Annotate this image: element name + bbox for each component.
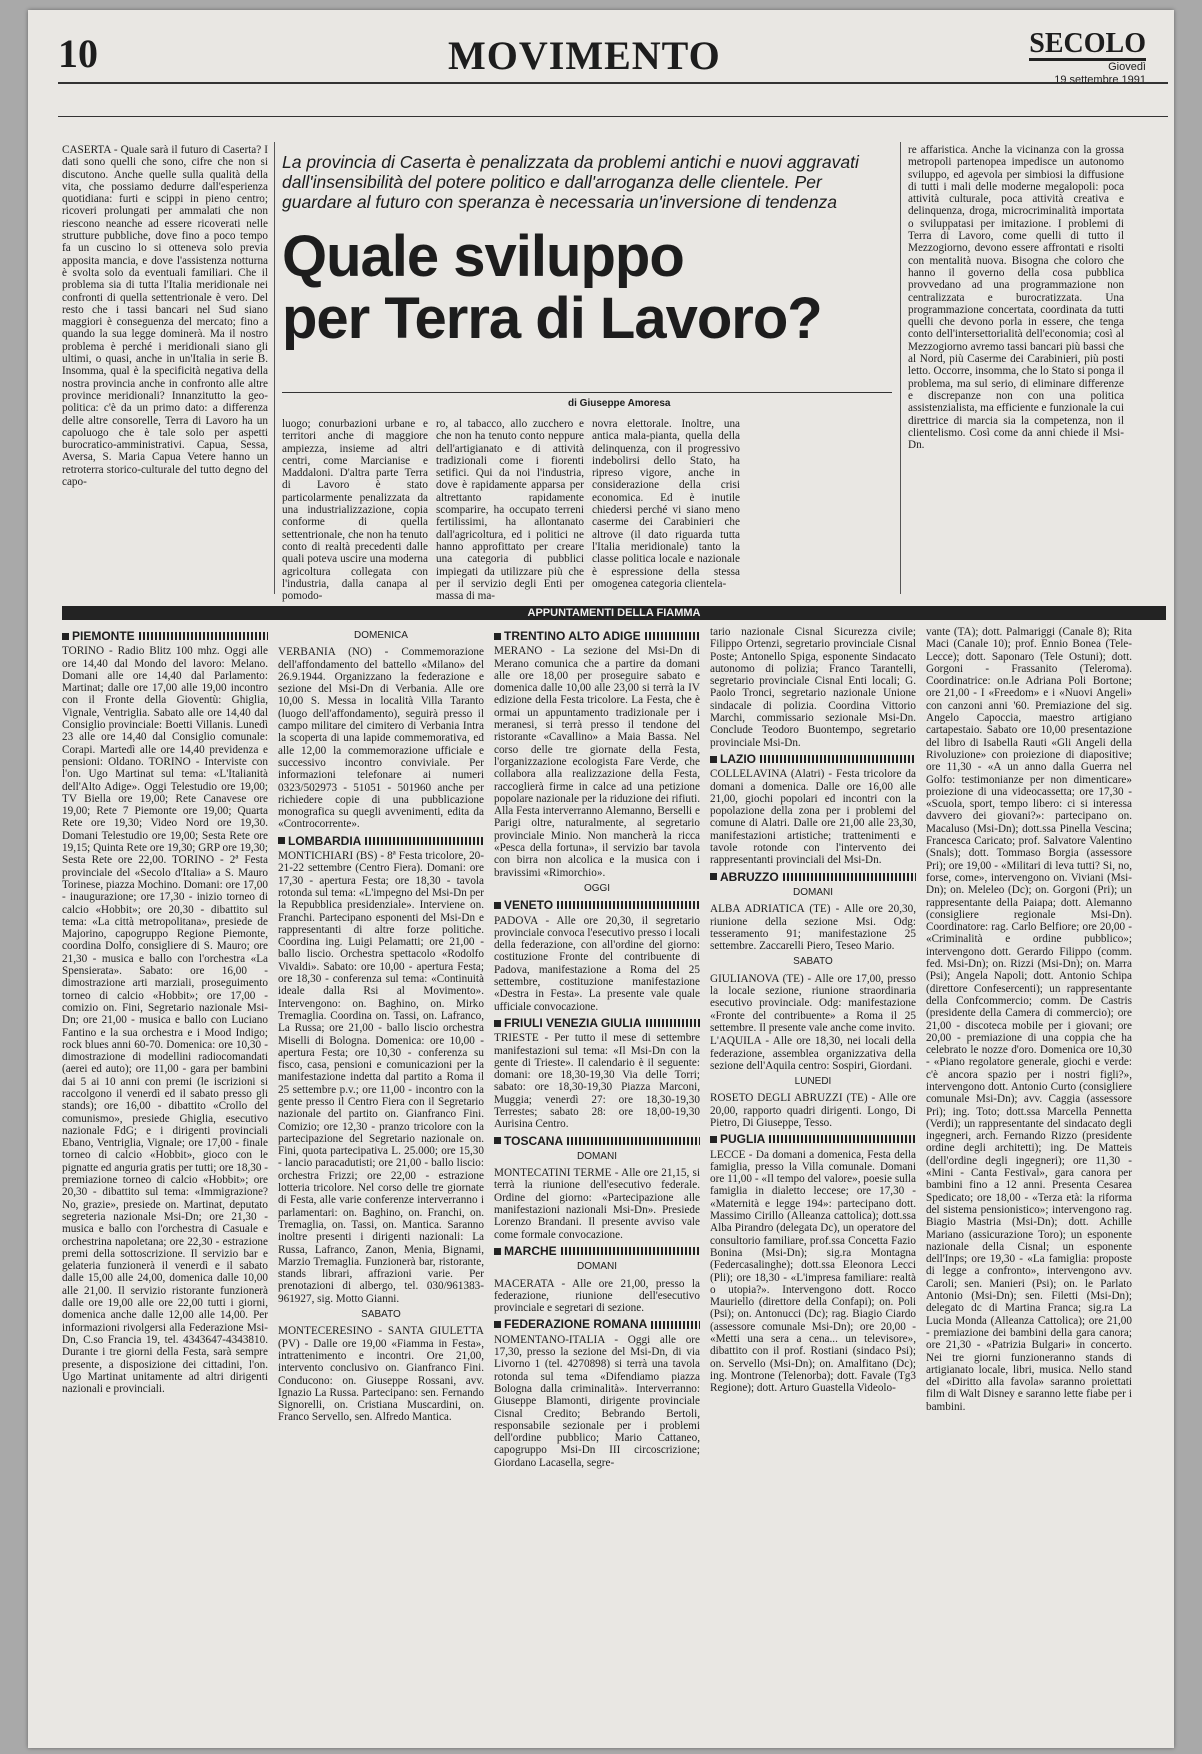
appointment-text: COLLELAVINA (Alatri) - Festa tricolore da domani a domenica. Dalle ore 16,00 alle 21,00, giochi popolari ed incontri con la popolazione della zona per i problemi del comune di Alatri. Dalle ore 21,00 alle 23,30, manifestazioni artistiche; trattenimenti e tavole rotonde con l'intervento dei rappresentanti provinciali del Msi-Dn.: [710, 768, 916, 867]
appointment-text: MERANO - La sezione del Msi-Dn di Merano comunica che a partire da domani alle ore 18,00 per proseguire sabato e domenica dalle 10,00 alle 23,00 si terrà la IV edizione della Festa tricolore. La Festa, che è ormai un appuntamento tradizionale per i meranesi, si terrà presso il tendone del ristorante «Cavallino» a Maia Bassa. Nel corso delle tre giornate della Festa, l'organizzazione ecologista Fare Verde, che collabora alla realizzazione della Festa, raccoglierà firme in calce ad una petizione popolare nazionale per la riduzione dei rifiuti. Alla Festa interverranno Alemanno, Berselli e Parigi oltre, naturalmente, al segretario provinciale Minio. Non mancherà la ricca «Pesca della fortuna», il servizio bar tavola con birra non alcolica e la musica con i bravissimi «Rimorchio».: [494, 645, 700, 879]
square-bullet-icon: [494, 633, 501, 640]
region-header: [494, 899, 700, 911]
bars-decoration: [557, 901, 700, 909]
appointments-column-2: [278, 626, 484, 1706]
region-header: [494, 1245, 700, 1257]
square-bullet-icon: [278, 837, 285, 844]
appointment-text: MONTICHIARI (BS) - 8ª Festa tricolore, 20-21-22 settembre (Centro Fiera). Domani: ore 17,30 - apertura Festa; ore 18,30 - tavola rotonda sul tema: «L'impegno del Msi-Dn per la Repubblica presidenziale». Interviene on. Franchi. Partecipano esponenti del Msi-Dn e rappresentanti di altre forze politiche. Coordina ing. Luigi Pelamatti; ore 21,00 - ballo liscio. Orchestra spettacolo «Rodolfo Vivaldi». Sabato: ore 10,00 - apertura Festa; ore 18,30 - conferenza sul tema: «Continuità ideale dalla Rsi al Movimento». Intervengono: on. Baghino, on. Mirko Tremaglia. Coordina on. Tassi, on. Lafranco, La Russa; ore 21,00 - ballo liscio orchestra Miselli di Bologna. Domenica: ore 10,00 - apertura Festa; ore 10,30 - conferenza su fisco, casa, pensioni e comunicazioni per la manifestazione indetta dal partito a Roma il 25 settembre p.v.; ore 11,00 - incontro con la gente presso il Centro Fiera con il Segretario nazionale del partito on. Gianfranco Fini. Comizio; ore 12,30 - pranzo tricolore con la partecipazione del Segretario nazionale on. Fini, quota partecipativa L. 25.000; ore 15,30 - lancio paracadutisti; ore 21,00 - ballo liscio: orchestra Frizzi; ore 22,00 - estrazione lotteria tricolore. Nel corso delle tre giornate di Festa, alle varie conferenze interverranno i parlamentari: on. Baghino, on. Franchi, on. Tremaglia, on. Tassi, on. Mantica. Saranno inoltre presenti i dirigenti nazionali: La Russa, Lafranco, Zanon, Menia, Bignami, Marzio Tremaglia. Funzionerà bar, ristorante, stands librari, affrazioni varie. Per prenotazioni di albergo, tel. 030/961383-961927, sig. Motto Gianni.: [278, 850, 484, 1305]
column-divider: [274, 142, 275, 594]
bars-decoration: [561, 1247, 700, 1255]
appointment-text: LECCE - Da domani a domenica, Festa della famiglia, presso la Villa comunale. Domani ore 11,00 - «Il tempo del valore», poesie sulla famiglia in dialetto leccese; ore 17,30 - «Maternità e legge 194»: partecipano dott. Massimo Cirillo (Alleanza cattolica); dott.ssa Alba Pirandro (delegata Dc), un operatore del consultorio familiare, prof.ssa Concetta Fazio Bonina (Msi-Dn); sig.ra Montagna (Federcasalinghe); dott.ssa Eleonora Lecci (Pli); ore 18,30 - «L'impresa familiare: realtà o utopia?». Intervengono dott. Rocco Mauriello (direttore della Confapi); on. Poli (Psi); on. Antonucci (Dc); rag. Biagio Ciardo (assessore comunale Msi-Dn); ore 20,00 - «Metti una sera a cena... un televisore», dibattito con il prof. Rostiani (sindaco Psi); on. Servello (Msi-Dn); on. Amalfitano (Dc); ing. Montrone (Telenorba); dott. Favale (Tg3 Regione); dott. Arturo Guastella Videolo-: [710, 1148, 916, 1395]
appointments-banner: APPUNTAMENTI DELLA FIAMMA: [62, 606, 1166, 620]
day-label: DOMENICA: [354, 630, 408, 641]
appointment-text: NOMENTANO-ITALIA - Oggi alle ore 17,30, presso la sezione del Msi-Dn, di via Livorno 1 (tel. 4270898) si terrà una tavola rotonda sul tema «Difendiamo piazza Bologna dalla criminalità». Interverranno: Giuseppe Blamonti, dirigente provinciale Cisnal Credito; Bebrando Bertoli, responsabile sezionale per i problemi dell'ordine pubblico; Mario Cattaneo, capogruppo Msi-Dn III circoscrizione; Giordano Lacasella, segre-: [494, 1333, 700, 1469]
region-name: FEDERAZIONE ROMANA: [504, 1317, 648, 1332]
day-label: DOMANI: [793, 886, 833, 898]
region-header: [710, 753, 916, 765]
appointments-column-5: [926, 626, 1132, 1706]
appointment-text: ALBA ADRIATICA (TE) - Alle ore 20,30, riunione della sezione Msi. Odg: tesseramento 91; manifestazione 25 settembre. Zaccarelli Piero, Teseo Mario.: [710, 903, 916, 953]
masthead-brand: [1029, 30, 1146, 87]
issue-date: 19 settembre 1991: [1054, 74, 1146, 86]
appointments-column-3: [494, 626, 700, 1706]
article-column-1: [62, 144, 268, 594]
region-header: [710, 1133, 916, 1145]
region-name: FRIULI VENEZIA GIULIA: [504, 1015, 642, 1030]
region-name: MARCHE: [504, 1243, 557, 1258]
region-header: [278, 835, 484, 847]
square-bullet-icon: [494, 1137, 501, 1144]
article-column-3: [436, 418, 584, 603]
appointment-text: TRIESTE - Per tutto il mese di settembre manifestazioni sul tema: «Il Msi-Dn con la gente di Trieste». Il calendario è il seguente: domani: ore 18,30-19,30 Via delle Torri; sabato: ore 18,30-19,30 Piazza Marconi, Muggia; venerdì 27: ore 18,30-19,30 Terrestes; sabato 28: ore 18,00-19,30 Aurisina Centro.: [494, 1032, 700, 1131]
square-bullet-icon: [710, 756, 717, 763]
region-name: TRENTINO ALTO ADIGE: [504, 629, 641, 643]
column-divider: [900, 142, 901, 594]
article-column-5: [908, 144, 1124, 594]
newspaper-page: [28, 10, 1174, 1748]
article-column-4: [592, 418, 740, 594]
bars-decoration: [645, 632, 700, 640]
article-text-col3: ro, al tabacco, allo zucchero e che non ha tenuto conto neppure dell'artigianato e di attività tradizionali come i fiorenti setifici. Qui da noi l'industria, dove è rapidamente apparsa per altrettanto rapidamente scomparire, ha occupato terreni fertilissimi, ha allontanato dall'agricoltura, ed i politici ne hanno approfittato per creare una categoria di pubblici impiegati da utilizzare più che per il servizio degli Enti per massa di ma-: [436, 418, 584, 603]
square-bullet-icon: [710, 1136, 717, 1143]
appointment-text: GIULIANOVA (TE) - Alle ore 17,00, presso la locale sezione, riunione straordinaria esecutivo provinciale. Odg: manifestazione «Fronte del contribuente» a Roma il 25 settembre. Il presente vale anche come invito.: [710, 972, 916, 1034]
appointments-column-1: [62, 626, 268, 1706]
appointment-text: ROSETO DEGLI ABRUZZI (TE) - Alle ore 20,00, rapporto quadri dirigenti. Longo, Di Pietro, Di Giuseppe, Tesso.: [710, 1092, 916, 1129]
appointment-text: VERBANIA (NO) - Commemorazione dell'affondamento del battello «Milano» del 26.9.1944. Organizzano la federazione e sezione del Msi-Dn di Verbania. Alle ore 10,00 S. Messa in località Villa Taranto (luogo dell'affondamento), seguirà presso il campo militare del cimitero di Verbania Intra la scoperta di una lapide commemorativa, ed alle 12,00 la commemorazione ufficiale e successivo incontro conviviale. Per informazioni telefonare ai numeri 0323/502973 - 51051 - 501960 anche per richiedere copie di una pubblicazione monografica su quegli avvenimenti, edita da «Controcorrente».: [278, 646, 484, 831]
headline-line-2: per Terra di Lavoro?: [282, 286, 822, 351]
article-headline: [282, 226, 922, 350]
section-title: MOVIMENTO: [448, 33, 721, 78]
region-header: [494, 1017, 700, 1029]
square-bullet-icon: [494, 1020, 501, 1027]
region-name: PIEMONTE: [72, 629, 135, 643]
square-bullet-icon: [710, 873, 717, 880]
region-header: [494, 1135, 700, 1147]
article-column-2: [282, 418, 428, 603]
article-lede: La provincia di Caserta è penalizzata da problemi antichi e nuovi aggravati dall'insensibilità del potere politico e dall'arroganza delle clientele. Per guardare al futuro con speranza è necessaria un'inversione di tendenza: [282, 152, 859, 212]
bars-decoration: [567, 1137, 700, 1145]
bars-decoration: [783, 873, 916, 881]
bars-decoration: [139, 632, 268, 640]
header-rule: [58, 82, 1168, 84]
appointment-text: MONTECATINI TERME - Alle ore 21,15, si terrà la riunione dell'esecutivo federale. Ordine del giorno: «Partecipazione alle manifestazioni nazionali Msi-Dn». Presiede Lorenzo Brandani. Il presente avviso vale come formale convocazione.: [494, 1167, 700, 1241]
headline-line-1: Quale sviluppo: [282, 224, 684, 289]
article-text-col2: luogo; conurbazioni urbane e territori anche di maggiore ampiezza, insieme ad altri centri, come Marcianise e Maddaloni. D'altra parte Terra di Lavoro è stato particolarmente penalizzata da una industrializzazione, copia conforme di quella settentrionale, che non ha tenuto conto di realtà precedenti dalle quali poteva uscire una moderna agricoltura collegata con l'industria, dalla canapa al pomodo-: [282, 418, 428, 603]
square-bullet-icon: [494, 1321, 501, 1328]
day-label: DOMANI: [577, 1261, 617, 1273]
appointment-text: PADOVA - Alle ore 20,30, il segretario provinciale convoca l'esecutivo presso i locali della federazione, con all'ordine del giorno: costituzione Fronte del contribuente di Padova, manifestazione a Roma del 25 settembre, costituzione manifestazione «Destra in Festa». La presente vale quale ufficiale convocazione.: [494, 914, 700, 1013]
region-name: PUGLIA: [720, 1132, 766, 1147]
brand-logo: SECOLO: [1029, 28, 1146, 59]
bars-decoration: [365, 837, 484, 845]
bars-decoration: [651, 1321, 700, 1329]
top-rule: [58, 116, 1168, 117]
article-text-col4: novra elettorale. Inoltre, una antica mala-pianta, quella della delinquenza, con il progressivo indebolirsi dello Stato, ha ripreso vigore, anche in considerazione della crisi economica. Ed è inutile chiedersi perché vi siano meno caserme dei Carabinieri che altrove (il dato riguarda tutta l'Italia meridionale) tanto la classe politica locale e nazionale è espressione della stessa omogenea categoria clientela-: [592, 418, 740, 590]
region-name: ABRUZZO: [720, 869, 779, 884]
appointments-column-4: [710, 626, 916, 1706]
article-text-col5: re affaristica. Anche la vicinanza con la grossa metropoli partenopea impedisce un autonomo sviluppo, ed agevola per simbiosi la diffusione di tutti i mali delle moderne megalopoli: poca attività culturale, poca attività creativa e delinquenza, droga, microcriminalità importata o sviluppatasi per imitazione. I problemi di Terra di Lavoro, come quelli di tutto il Mezzogiorno, devono essere affrontati e risolti con mentalità nuova. Bisogna che coloro che hanno il governo della cosa pubblica provvedano ad una programmazione non centralizzata e burocratizzata. Una programmazione concertata, coordinata da tutti quelli che devono porla in essere, che tenga conto dell'intersettorialità dell'economia; così al Mezzogiorno avremo tassi bancari più bassi che al Nord, più Caserme dei Carabinieri, più posti letto. Occorre, insomma, che lo Stato si ponga il problema, ma sul serio, di eliminare differenze e discrepanze non con una politica assistenzialista, ma efficiente e funzionale la cui direttrice di marcia sia la competenza, non il clientelismo. Così come da anni chiede il Msi-Dn.: [908, 144, 1124, 452]
region-header: [494, 1318, 700, 1330]
issue-weekday: Giovedì: [1108, 61, 1146, 73]
day-label: SABATO: [361, 1309, 401, 1321]
article-text-col1: CASERTA - Quale sarà il futuro di Caserta? I dati sono quelli che sono, cifre che non si discutono. Anche quelle sulla qualità della vita, che possiamo dedurre dall'esperienza quotidiana: furti e scippi in pieno centro; ricoveri prolungati per ammalati che non riescono neanche ad essere ricoverati nelle strutture pubbliche, dove fino a poco tempo fa un cuscino lo si otteneva solo previa apposita mancia, e dove l'assistenza notturna è svolta solo da eventuali familiari. Che il problema sia di tutta l'Italia meridionale nei confronti di quella settentrionale è vero. Del resto che i tassi bancari nel Sud siano maggiori è conseguenza del mercato; fino a quando la sua legge dominerà. Ma il nostro problema è perché i meridionali siano gli ultimi, o quasi, anche in un'Italia in serie B. Insomma, qual è la specificità negativa della nostra provincia anche in confronto alle altre province meridionali? Innanzitutto la geo-politica: c'è da un primo dato: a differenza delle altre consorelle, Terra di Lavoro ha un capoluogo che è tale solo per aspetti burocratico-amministrativi. Capua, Sessa, Aversa, S. Maria Capua Vetere hanno un retroterra storico-culturale del tutto degno del capo-: [62, 144, 268, 489]
bars-decoration: [769, 1135, 916, 1143]
region-name: TOSCANA: [504, 1133, 564, 1148]
appointment-text: MACERATA - Alle ore 21,00, presso la federazione, riunione dell'esecutivo provinciale e segretari di sezione.: [494, 1277, 700, 1315]
day-label: OGGI: [583, 882, 611, 894]
article-byline: di Giuseppe Amoresa: [568, 398, 671, 409]
appointment-text: TORINO - Radio Blitz 100 mhz. Oggi alle ore 14,40 dal Mondo del lavoro: Melano. Domani alle ore 14,40 dal Parlamento: Martinat; dalle ore 17,00 alle 19,00 incontro con il Fronte della Gioventù: Ghiglia, Vignale, Ventriglia. Sabato alle ore 14,40 dal Consiglio provinciale: Boetti Villanis. Lunedì 23 alle ore 14,40 dal Consiglio comunale: Corapi. Martedì alle ore 14,40 previdenza e pensioni: Oldano. TORINO - Interviste con l'on. Ugo Martinat sul tema: «L'Italianità dell'Alto Adige». Oggi Telestudio ore 19,00; TV Biella ore 19,00; Rete Canavese ore 19,00; Rete 7 Piemonte ore 19,00; Quarta Rete ore 19,30; Video Nord ore 19,30. Domani Telestudio ore 19,00; Sesta Rete ore 19,15; Quinta Rete ore 19,30; GRP ore 19,30; Sesta Rete ore 22,00. TORINO - 2ª Festa provinciale del «Secolo d'Italia» a S. Mauro Torinese, piazza Mochino. Domani: ore 17,00 - inaugurazione; ore 17,30 - inizio torneo di calcio «Hobbit»; ore 20,30 - dibattito sul tema: «La città metropolitana», presiede de Majorino, capogruppo Regione Piemonte, coordina Dolfo, consigliere di S. Mauro; ore 21,30 - musica e ballo con l'orchestra «La Spensierata». Sabato: ore 16,00 - dimostrazione arti marziali, proseguimento torneo di calcio «Hobbit»; ore 17,00 - comizio on. Fini, Segretario nazionale Msi-Dn; ore 21,00 - musica e ballo con Luciano Fantino e la sua orchestra e i Mood Indigo; rock blues anni 60-70. Domenica: ore 10,30 - dimostrazione di modellini radiocomandati (aerei ed auto); ore 11,00 - gara per bambini dai 5 ai 10 anni con premi (le iscrizioni si raccolgono il venerdì ed il sabato presso gli stands); ore 16,00 - dibattito «Crollo del comunismo», presiede Ghiglia, esecutivo nazionale FdG; e i dirigenti provinciali Ebano, Ventriglia, Vignale; ore 17,00 - finale torneo di calcio «Hobbit», gioco con le pignatte ed anguria gratis per tutti; ore 18,30 - premiazione torneo di calcio «Hobbit»; ore 20,30 - dibattito sul tema: «Immigrazione? No, grazie», presiede on. Martinat, deputato segreteria nazionale Msi-Dn; ore 21,30 - musica e ballo con l'orchestra di Casuale e orchestrina napoletana; ore 22,30 - estrazione premi della sottoscrizione. Il servizio bar e gelateria funzionerà il venerdì e il sabato dalle 15,00 alle 24,00, domenica dalle 10,00 alle 21,00. Il servizio ristorante funzionerà dalle ore 19,00 alle ore 22,00 tutti i giorni, domenica anche dalle 12,00 alle 14,00. Per informazioni rivolgersi alla Federazione Msi-Dn, C.so Francia 19, tel. 4343647-4343810. Durante i tre giorni della Festa, sarà sempre presente, a disposizione dei cittadini, l'on. Ugo Martinat unitamente ad altri dirigenti nazionali e provinciali.: [62, 645, 268, 1396]
day-label: SABATO: [793, 956, 833, 968]
bars-decoration: [646, 1019, 700, 1027]
region-header: [494, 630, 700, 642]
region-name: VENETO: [504, 898, 554, 913]
bars-decoration: [760, 755, 916, 763]
page-number: 10: [58, 31, 98, 76]
region-header: [710, 871, 916, 883]
day-label: LUNEDI: [794, 1076, 832, 1088]
appointment-text: tario nazionale Cisnal Sicurezza civile; Filippo Ortenzi, segretario provinciale Cisnal Poste; Antonello Spiga, esponente Sindacato autonomo di polizia; Franco Tarantelli, segretario provinciale Cisnal Enti locali; G. Paolo Tronci, segretario nazionale Unione sindacale di polizia. Coordina Vittorio Marchi, commissario sezionale Msi-Dn. Conclude Teodoro Buontempo, segretario provinciale Msi-Dn.: [710, 626, 916, 749]
square-bullet-icon: [494, 1248, 501, 1255]
region-header: [62, 630, 268, 642]
day-label: DOMANI: [577, 1150, 617, 1162]
region-name: LAZIO: [720, 751, 756, 766]
region-name: LOMBARDIA: [288, 833, 362, 848]
byline-rule: [282, 392, 892, 393]
appointment-text: MONTECERESINO - SANTA GIULETTA (PV) - Dalle ore 19,00 «Fiamma in Festa», intrattenimento e incontri. Ore 21,00, intervento conclusivo on. Gianfranco Fini. Conducono: on. Giuseppe Rossani, avv. Ignazio La Russa. Partecipano: sen. Fernando Signorelli, on. Cristiana Muscardini, on. Franco Servello, sen. Alfredo Mantica.: [278, 1325, 484, 1424]
square-bullet-icon: [62, 633, 69, 640]
appointment-text: L'AQUILA - Alle ore 18,30, nei locali della federazione, assemblea organizzativa della sezione dell'Aquila centro: Sospiri, Giordani.: [710, 1035, 916, 1072]
appointment-text: vante (TA); dott. Palmariggi (Canale 8); Rita Maci (Canale 10); prof. Ennio Bonea (Tele-Lecce); dott. Saponaro (Tele Ostuni); dott. Gorgoni - Frassanito (Teleroma). Coordinatrice: on.le Adriana Poli Bortone; ore 21,00 - I «Freedom» e i «Nuovi Angeli» con canzoni anni '60. Premiazione del sig. Angelo Capoccia, maestro artigiano cartapestaio. Sabato ore 10,00 presentazione del libro di Isabella Rauti «Gli Angeli della Rivoluzione» con proiezione di diapositive; ore 11,30 - «A un anno dalla Guerra nel Golfo: testimonianze per non dimenticare» proiezione di una videocassetta; ore 17,30 - «Scuola, sport, tempo libero: ci si interessa davvero dei giovani?»: partecipano on. Macaluso (Msi-Dn); dott.ssa Pinella Vescina; Francesca Caricato; prof. Salvatore Valentino (Snals); dott. Tommaso Borgia (assessore Pri); ore 19,00 - «Militari di leva tutti? Si, no, forse, come», intervengono on. Viviani (Msi-Dn); on. Meleleo (Dc); on. Gorgoni (Pri); un rappresentante della Paiapa; dott. Alemanno (consigliere regionale Msi-Dn). Coordinatore: rag. Carlo Belfiore; ore 20,00 - «Criminalità e ordine pubblico»; intervengono dott. Gerardo Filippo (comm. fed. Msi-Dn); on. Rizzi (Msi-Dn); on. Marra (Psi); Angela Napoli; dott. Antonio Schipa (direttore Confesercenti); un rappresentante della Confcommercio; comm. De Castris (presidente della Camera di commercio); ore 21,00 - discoteca mobile per i giovani; ore 20,00 - premiazione di una coppia che ha celebrato le nozze d'oro. Domenica ore 10,30 - «Piano regolatore generale, giochi e verde: c'è ancora spazio per i nostri figli?», intervengono dott. Antonio Curto (consigliere comunale Msi-Dn); avv. Caggia (assessore Pri); ing. Toto; dott.ssa Marcella Pennetta (Verdi); un rappresentante del sindacato degli ingegneri, arch. Fernando Rizzo (presidente ordine degli architetti); ing. De Matteis (dell'ordine degli ingegneri); ore 11,30 - «Mini - Canta Festival», gara canora per bambini fino a 12 anni. Presenta Cesarea Spedicato; ore 18,00 - «Terza età: la riforma del sistema pensionistico»; intervengono rag. Biagio Mastria (Msi-Dn); dott. Achille Mariano (assicurazione Toro); un esponente nazionale della Cisnal; un esponente dell'Inps; ore 19,30 - «La famiglia: proposte di legge a confronto», intervengono avv. Caroli; sen. Manieri (Psi); on. le Parlato Antonio (Msi-Dn); sen. Filetti (Msi-Dn); delegato dc di Martina Franca; sig.ra La Lucia Monda (Alleanza Cattolica); ore 21,00 - premiazione dei bambini della gara canora; ore 21,30 - «Patrizia Bulgari» in concerto. Nei tre giorni funzioneranno stands di artigianato locale, libri, musica. Nello stand del «Diritto alla favola» saranno proiettati film di Walt Disney e saranno lette fiabe per i bambini.: [926, 626, 1132, 1413]
square-bullet-icon: [494, 902, 501, 909]
